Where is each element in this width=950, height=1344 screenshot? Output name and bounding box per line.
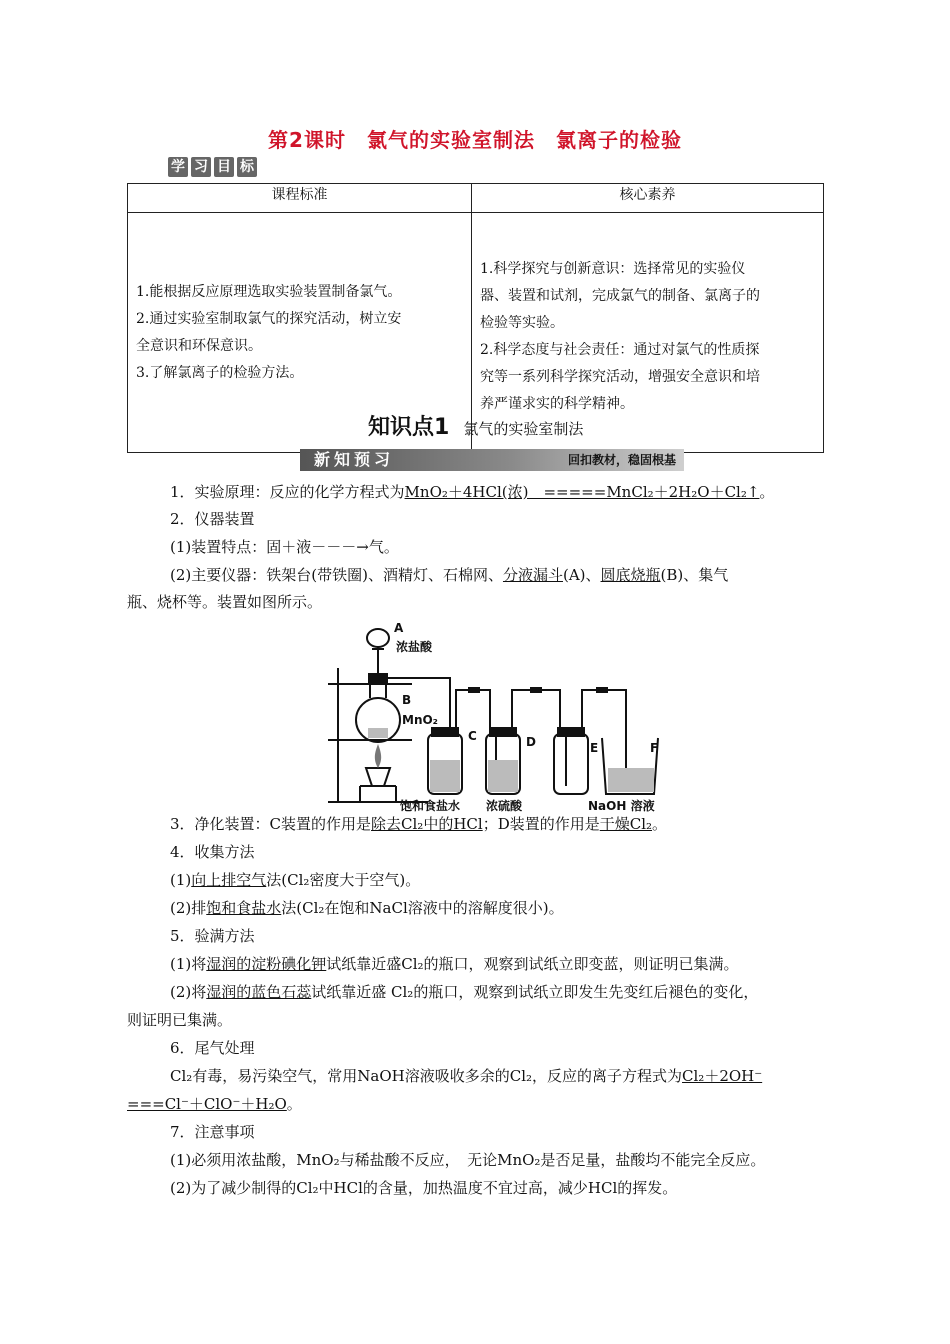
body-line: (1)装置特点：固＋液－－－→气。 xyxy=(170,538,399,556)
body-line: 瓶、烧杯等。装置如图所示。 xyxy=(127,593,323,611)
body-line: (2)主要仪器：铁架台(带铁圈)、酒精灯、石棉网、分液漏斗(A)、圆底烧瓶(B)、集气 xyxy=(170,566,729,584)
body-line: 7．注意事项 xyxy=(170,1123,255,1141)
apparatus-diagram xyxy=(320,618,680,814)
label-conc-hcl: 浓盐酸 xyxy=(396,640,433,654)
knowledge-point-text: 氯气的实验室制法 xyxy=(463,420,584,438)
body-line: 6．尾气处理 xyxy=(170,1039,255,1057)
knowledge-point-label: 知识点1 xyxy=(368,415,450,440)
label-a: A xyxy=(394,621,404,635)
label-f: F xyxy=(650,741,659,755)
body-line: (1)必须用浓盐酸，MnO₂与稀盐酸不反应， 无论MnO₂是否足量，盐酸均不能完全反应。 xyxy=(170,1151,766,1169)
label-d: D xyxy=(526,735,536,749)
label-mno2: MnO₂ xyxy=(402,713,438,727)
body-line: (1)向上排空气法(Cl₂密度大于空气)。 xyxy=(170,871,421,889)
body-line: 1．实验原理：反应的化学方程式为MnO₂＋4HCl(浓) =====MnCl₂＋2H₂O＋Cl₂↑。 xyxy=(170,483,775,501)
learning-goals-badge xyxy=(168,157,257,177)
preview-bar-label: 新知预习 xyxy=(314,450,395,469)
curriculum-line: 2.通过实验室制取氯气的探究活动，树立安 xyxy=(136,310,402,327)
competency-line: 养严谨求实的科学精神。 xyxy=(480,396,634,412)
header-competency: 核心素养 xyxy=(472,184,824,213)
caption-brine: 饱和食盐水 xyxy=(400,799,461,813)
body-line: (2)将湿润的蓝色石蕊试纸靠近盛 Cl₂的瓶口，观察到试纸立即发生先变红后褪色的变化， xyxy=(170,983,759,1001)
preview-bar xyxy=(300,449,684,471)
body-line: (1)将湿润的淀粉碘化钾试纸靠近盛Cl₂的瓶口，观察到试纸立即变蓝，则证明已集满。 xyxy=(170,955,739,973)
label-e: E xyxy=(590,741,599,755)
curriculum-line: 3.了解氯离子的检验方法。 xyxy=(136,364,304,381)
competency-line: 检验等实验。 xyxy=(480,315,564,331)
knowledge-point-heading xyxy=(368,410,583,441)
curriculum-line: 1.能根据反应原理选取实验装置制备氯气。 xyxy=(136,283,402,300)
body-line: (2)为了减少制得的Cl₂中HCl的含量，加热温度不宜过高，减少HCl的挥发。 xyxy=(170,1179,678,1197)
competency-line: 1.科学探究与创新意识：选择常见的实验仪 xyxy=(480,261,746,277)
preview-bar-tagline: 回扣教材，稳固根基 xyxy=(567,453,676,467)
caption-naoh: NaOH 溶液 xyxy=(588,799,655,813)
body-line: (2)排饱和食盐水法(Cl₂在饱和NaCl溶液中的溶解度很小)。 xyxy=(170,899,564,917)
label-c: C xyxy=(468,729,477,743)
header-curriculum: 课程标准 xyxy=(128,184,472,213)
label-b: B xyxy=(402,693,412,707)
body-line: 则证明已集满。 xyxy=(127,1011,233,1029)
badge-char: 标 xyxy=(237,157,257,177)
body-line: 4．收集方法 xyxy=(170,843,255,861)
caption-h2so4: 浓硫酸 xyxy=(486,799,523,813)
body-line: 3．净化装置：C装置的作用是除去Cl₂中的HCl；D装置的作用是干燥Cl₂。 xyxy=(170,815,668,833)
page-title: 第2课时 氯气的实验室制法 氯离子的检验 xyxy=(268,128,682,152)
body-line: ===Cl⁻＋ClO⁻＋H₂O。 xyxy=(127,1095,302,1113)
badge-char: 目 xyxy=(214,157,234,177)
body-line: Cl₂有毒，易污染空气，常用NaOH溶液吸收多余的Cl₂，反应的离子方程式为Cl₂＋2OH⁻ xyxy=(170,1067,763,1085)
competency-line: 2.科学态度与社会责任：通过对氯气的性质探 xyxy=(480,342,760,358)
body-line: 5．验满方法 xyxy=(170,927,255,945)
badge-char: 习 xyxy=(191,157,211,177)
badge-char: 学 xyxy=(168,157,188,177)
competency-line: 究等一系列科学探究活动，增强安全意识和培 xyxy=(480,369,760,385)
curriculum-line: 全意识和环保意识。 xyxy=(136,337,262,354)
competency-line: 器、装置和试剂，完成氯气的制备、氯离子的 xyxy=(480,288,760,304)
body-line: 2．仪器装置 xyxy=(170,510,255,528)
